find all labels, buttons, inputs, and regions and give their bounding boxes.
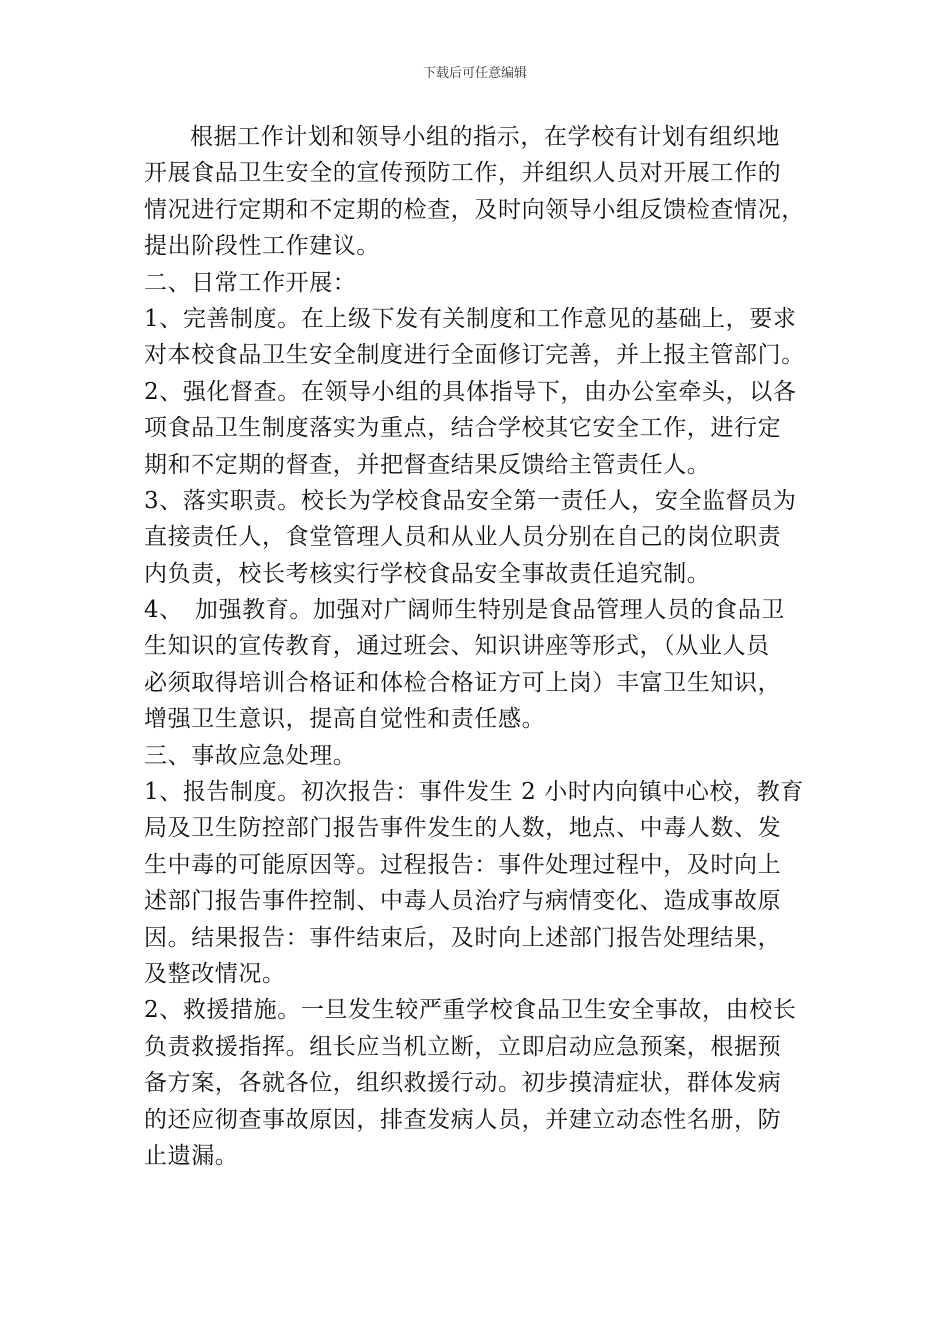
section-heading: 三、事故应急处理。 [144, 742, 357, 769]
paragraph-line: 局及卫生防控部门报告事件发生的人数，地点、中毒人数、发 [144, 815, 782, 842]
paragraph-line: 2、救援措施。一旦发生较严重学校食品卫生安全事故，由校长 [144, 997, 797, 1024]
paragraph-line: 生知识的宣传教育，通过班会、知识讲座等形式，（从业人员 [144, 633, 770, 660]
paragraph-line: 备方案，各就各位，组织救援行动。初步摸清症状，群体发病 [144, 1070, 782, 1097]
section-heading: 二、日常工作开展： [144, 269, 357, 296]
paragraph-line: 因。结果报告：事件结束后，及时向上述部门报告处理结果， [144, 924, 782, 951]
paragraph-line: 止遗漏。 [144, 1142, 239, 1169]
paragraph-line: 提出阶段性工作建议。 [144, 233, 380, 260]
paragraph-line: 情况进行定期和不定期的检查，及时向领导小组反馈检查情况， [144, 196, 805, 223]
document-body [144, 119, 814, 1174]
paragraph-line: 负责救援指挥。组长应当机立断，立即启动应急预案，根据预 [144, 1033, 782, 1060]
paragraph-line: 及整改情况。 [144, 960, 286, 987]
paragraph-line: 期和不定期的督查，并把督查结果反馈给主管责任人。 [144, 451, 711, 478]
paragraph-line: 3、落实职责。校长为学校食品安全第一责任人，安全监督员为 [144, 487, 797, 514]
paragraph-line: 内负责，校长考核实行学校食品安全事故责任追究制。 [144, 560, 711, 587]
paragraph-line: 生中毒的可能原因等。过程报告：事件处理过程中，及时向上 [144, 851, 782, 878]
paragraph-line: 的还应彻查事故原因，排查发病人员，并建立动态性名册，防 [144, 1106, 782, 1133]
paragraph-line: 必须取得培训合格证和体检合格证方可上岗）丰富卫生知识， [144, 669, 782, 696]
paragraph-line: 直接责任人，食堂管理人员和从业人员分别在自己的岗位职责 [144, 524, 782, 551]
paragraph-line: 对本校食品卫生安全制度进行全面修订完善，并上报主管部门。 [144, 342, 805, 369]
paragraph-line: 1、报告制度。初次报告：事件发生 2 小时内向镇中心校，教育 [144, 779, 804, 806]
paragraph-line: 开展食品卫生安全的宣传预防工作，并组织人员对开展工作的 [144, 160, 782, 187]
paragraph-line: 根据工作计划和领导小组的指示，在学校有计划有组织地 [190, 124, 780, 150]
paragraph-line: 述部门报告事件控制、中毒人员治疗与病情变化、造成事故原 [144, 888, 782, 915]
paragraph-line: 增强卫生意识，提高自觉性和责任感。 [144, 706, 546, 733]
paragraph-line: 4、 加强教育。加强对广阔师生特别是食品管理人员的食品卫 [144, 597, 785, 624]
paragraph-line: 项食品卫生制度落实为重点，结合学校其它安全工作，进行定 [144, 415, 782, 442]
page-header-note: 下载后可任意编辑 [422, 66, 527, 81]
paragraph-line: 2、强化督查。在领导小组的具体指导下，由办公室牵头，以各 [144, 378, 797, 405]
paragraph-line: 1、完善制度。在上级下发有关制度和工作意见的基础上，要求 [144, 305, 797, 332]
